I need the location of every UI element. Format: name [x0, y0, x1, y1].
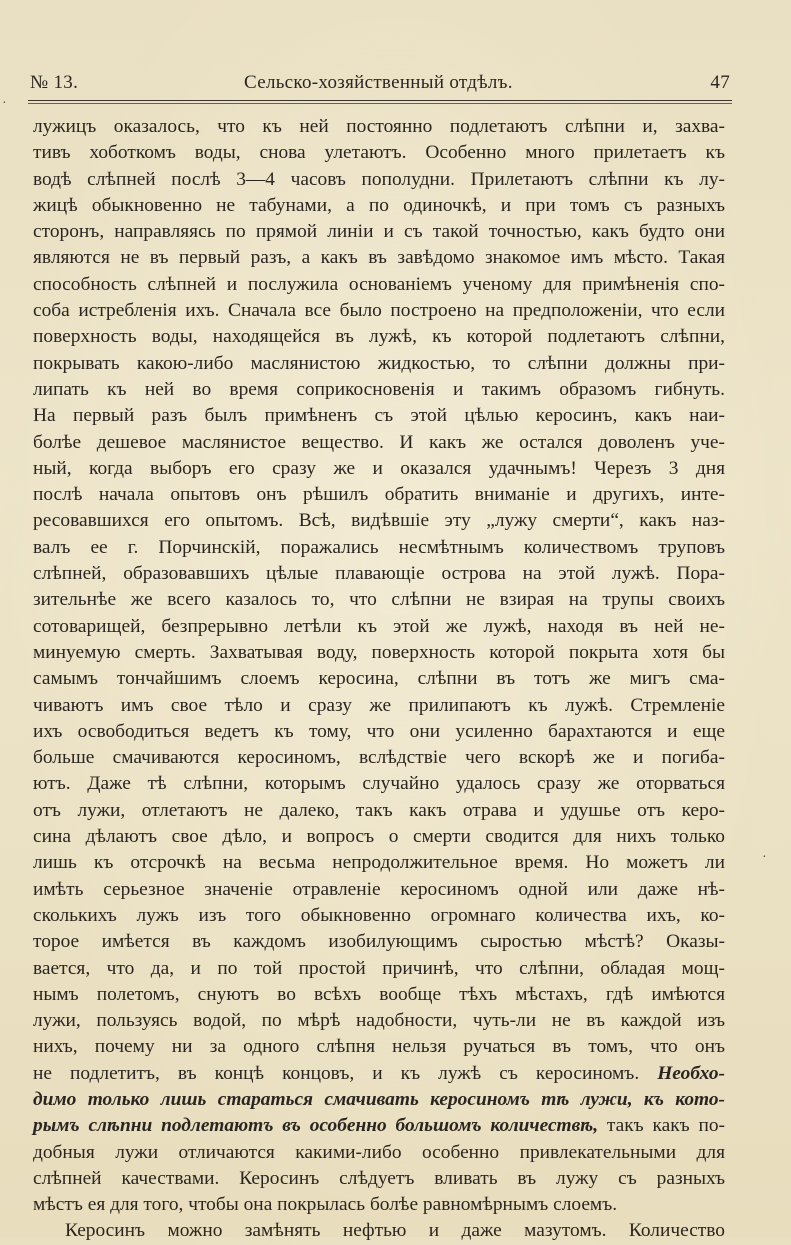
issue-number: № 13.: [30, 72, 79, 93]
text-line: способность слѣпней и послужила основаніемъ ученому для примѣненія спо-: [33, 273, 725, 295]
text-line: валъ ее г. Порчинскій, поражались несмѣтнымъ количествомъ труповъ: [33, 536, 725, 558]
text-line: имѣть серьезное значеніе отравленіе керосиномъ одной или даже нѣ-: [33, 878, 725, 900]
text-line: ресовавшихся его опытомъ. Всѣ, видѣвшіе эту „лужу смерти“, какъ наз-: [33, 510, 725, 532]
text-line: сторонъ, направляясь по прямой линіи и съ такой точностью, какъ будто они: [33, 221, 725, 243]
text-line: нымъ полетомъ, снуютъ во всѣхъ вообще тѣхъ мѣстахъ, гдѣ имѣются: [33, 983, 725, 1005]
page-header: [30, 72, 730, 98]
text-line: больше смачиваются керосиномъ, вслѣдствіе чего вскорѣ же и погиба-: [33, 747, 725, 769]
header-rule: [28, 100, 732, 101]
text-line: минуемую смерть. Захватывая воду, поверхность которой покрыта хотя бы: [33, 641, 725, 663]
italic-run: рымъ слѣпни подлетаютъ въ особенно большомъ количествѣ,: [33, 1115, 599, 1137]
text-line: болѣе дешевое маслянистое вещество. И какъ же остался доволенъ уче-: [33, 431, 725, 453]
text-line: зительнѣе же всего казалось то, что слѣпни не взирая на трупы своихъ: [33, 589, 725, 611]
plain-run: не подлетитъ, въ концѣ концовъ, и къ лужѣ съ керосиномъ.: [33, 1062, 658, 1084]
text-line: сколькихъ лужъ изъ того обыкновенно огромнаго количества ихъ, ко-: [33, 904, 725, 926]
text-line: ютъ. Даже тѣ слѣпни, которымъ случайно удалось сразу же оторваться: [33, 773, 725, 795]
page-number: 47: [710, 72, 730, 93]
plain-run: такъ какъ по-: [598, 1115, 725, 1137]
text-line: ный, когда выборъ его сразу же и оказался удачнымъ! Черезъ 3 дня: [33, 457, 725, 479]
header-rule-thin: [28, 103, 732, 104]
text-line-mixed: [33, 1113, 725, 1139]
text-line: водѣ слѣпней послѣ 3—4 часовъ пополудни. Прилетаютъ слѣпни къ лу-: [33, 168, 725, 190]
text-line-italic: димо только лишь стараться смачивать керосиномъ тѣ лужи, къ кото-: [33, 1088, 725, 1110]
section-title: Сельско-хозяйственный отдѣлъ.: [244, 72, 513, 93]
text-line: торое имѣется въ каждомъ изобилующимъ сыростью мѣстѣ? Оказы-: [33, 931, 725, 953]
text-line: добныя лужи отличаются какими-либо особенно привлекательными для: [33, 1141, 725, 1163]
text-line: чиваютъ имъ свое тѣло и сразу же прилипаютъ къ лужѣ. Стремленіе: [33, 694, 725, 716]
text-line: отъ лужи, отлетаютъ не далеко, такъ какъ отрава и удушье отъ керо-: [33, 799, 725, 821]
text-line: соба истребленія ихъ. Сначала все было построено на предположеніи, что если: [33, 300, 725, 322]
text-line-mixed: [33, 1061, 725, 1087]
text-line: липать къ ней во время соприкосновенія и такимъ образомъ гибнуть.: [33, 378, 725, 400]
text-line: ихъ освободиться ведетъ къ тому, что они усиленно барахтаются и еще: [33, 720, 725, 742]
article-body: [33, 114, 725, 1245]
text-line: сина дѣлаютъ свое дѣло, и вопросъ о смерти сводится для нихъ только: [33, 826, 725, 848]
italic-run: Необхо-: [657, 1062, 725, 1084]
text-line: вается, что да, и по той простой причинѣ, что слѣпни, обладая мощ-: [33, 957, 725, 979]
text-line: лужи, пользуясь водой, по мѣрѣ надобности, чуть-ли не въ каждой изъ: [33, 1010, 725, 1032]
text-line: На первый разъ былъ примѣненъ съ этой цѣлью керосинъ, какъ наи-: [33, 405, 725, 427]
text-line: сотоварищей, безпрерывно летѣли къ этой же лужѣ, находя въ ней не-: [33, 615, 725, 637]
text-line: лужицъ оказалось, что къ ней постоянно подлетаютъ слѣпни и, захва-: [33, 116, 725, 137]
text-line: тивъ хоботкомъ воды, снова улетаютъ. Особенно много прилетаетъ къ: [33, 142, 725, 164]
margin-mark: ·: [762, 850, 767, 865]
paragraph-start-line: Керосинъ можно замѣнять нефтью и даже мазутомъ. Количество: [65, 1220, 725, 1242]
text-line: покрывать какою-либо маслянистою жидкостью, то слѣпни должны при-: [33, 352, 725, 374]
text-line: слѣпней качествами. Керосинъ слѣдуетъ вливать въ лужу съ разныхъ: [33, 1167, 725, 1189]
text-line: послѣ начала опытовъ онъ рѣшилъ обратить вниманіе и другихъ, инте-: [33, 484, 725, 506]
text-line: лишь къ отсрочкѣ на весьма непродолжительное время. Но можетъ ли: [33, 852, 725, 874]
text-line: нихъ, почему ни за одного слѣпня нельзя ручаться въ томъ, что онъ: [33, 1036, 725, 1058]
text-line: жицѣ обыкновенно не табунами, а по одиночкѣ, и при томъ съ разныхъ: [33, 194, 725, 216]
text-line: поверхность воды, находящейся въ лужѣ, къ которой подлетаютъ слѣпни,: [33, 326, 725, 348]
margin-mark: ·: [2, 96, 7, 111]
text-line: являются не въ первый разъ, а какъ въ завѣдомо знакомое имъ мѣсто. Такая: [33, 247, 725, 269]
text-line: слѣпней, образовавшихъ цѣлые плавающіе острова на этой лужѣ. Пора-: [33, 563, 725, 585]
text-line: самымъ тончайшимъ слоемъ керосина, слѣпни въ тотъ же мигъ сма-: [33, 668, 725, 690]
paragraph-end-line: мѣстъ ея для того, чтобы она покрылась болѣе равномѣрнымъ слоемъ.: [33, 1194, 618, 1216]
